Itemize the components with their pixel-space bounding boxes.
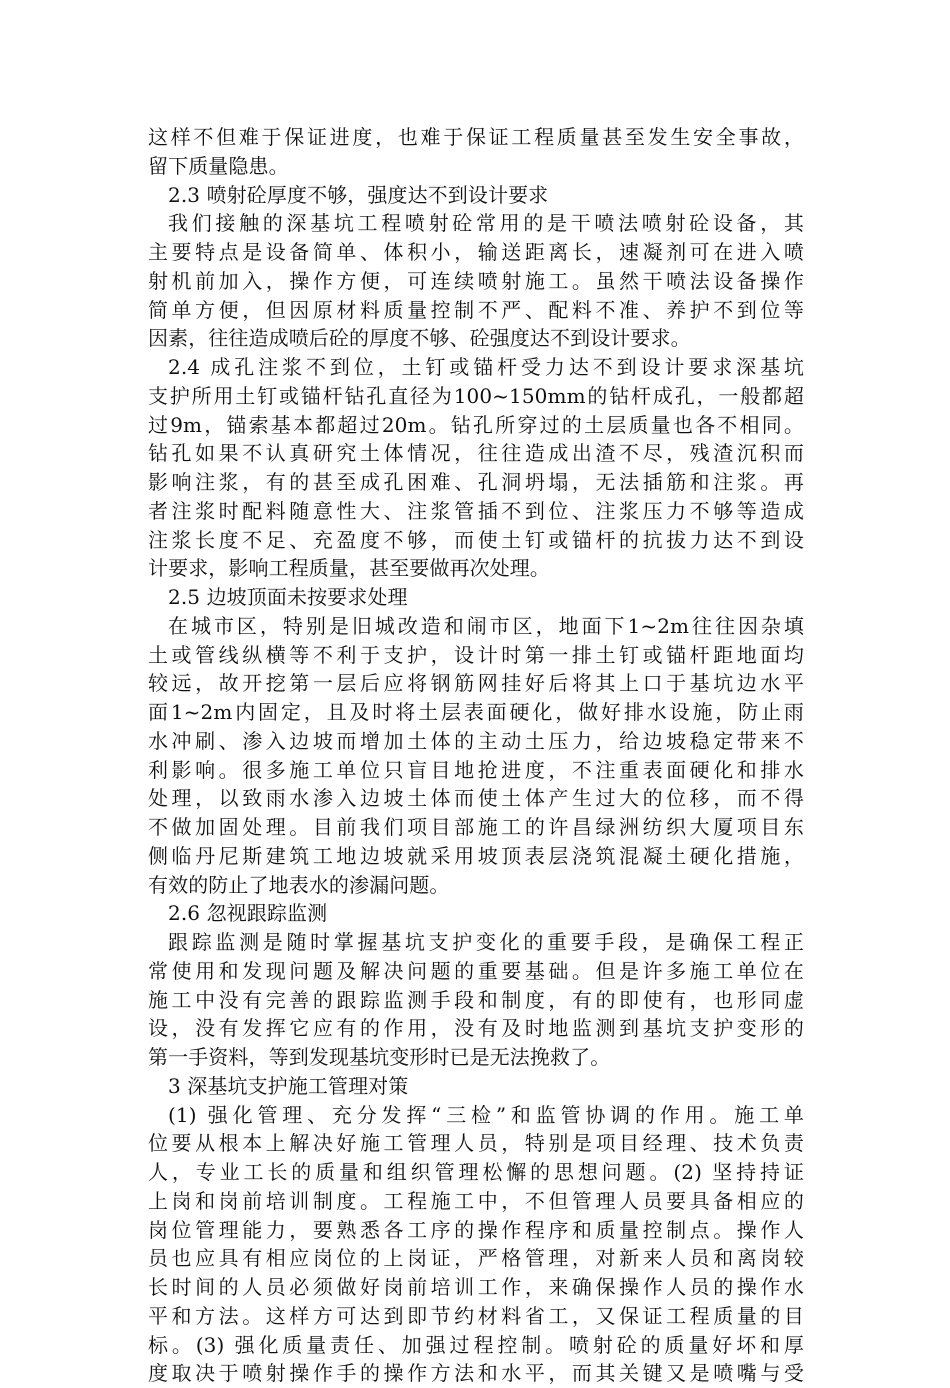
- section-heading: 3 深基坑支护施工管理对策: [168, 1073, 409, 1098]
- paragraph-line: 者注浆时配料随意性大、注浆管插不到位、注浆压力不够等造成: [148, 498, 804, 523]
- paragraph-line: 支护所用土钉或锚杆钻孔直径为100~150mm的钻杆成孔，一般都超: [148, 383, 804, 408]
- paragraph-line: 土或管线纵横等不利于支护，设计时第一排土钉或锚杆距地面均: [148, 642, 804, 667]
- paragraph-line: 计要求，影响工程质量，甚至要做再次处理。: [148, 556, 550, 581]
- paragraph-line: 人，专业工长的质量和组织管理松懈的思想问题。(2) 坚持持证: [148, 1160, 804, 1184]
- paragraph-line: 利影响。很多施工单位只盲目地抢进度，不注重表面硬化和排水: [148, 757, 804, 782]
- paragraph-line: 处理，以致雨水渗入边坡土体而使土体产生过大的位移，而不得: [148, 786, 804, 811]
- paragraph-line: 留下质量隐患。: [148, 153, 289, 178]
- paragraph-line: 水冲刷、渗入边坡而增加土体的主动土压力，给边坡稳定带来不: [148, 728, 804, 753]
- paragraph-line: 平和方法。这样方可达到即节约材料省工，又保证工程质量的目: [148, 1303, 804, 1328]
- paragraph-line: 位要从根本上解决好施工管理人员，特别是项目经理、技术负责: [148, 1131, 804, 1156]
- paragraph-line: 主要特点是设备简单、体积小，输送距离长，速凝剂可在进入喷: [148, 240, 804, 264]
- paragraph-line: 长时间的人员必须做好岗前培训工作，来确保操作人员的操作水: [148, 1275, 804, 1299]
- paragraph-line: 标。(3) 强化质量责任、加强过程控制。喷射砼的质量好坏和厚: [148, 1332, 804, 1357]
- paragraph-line: (1) 强化管理、充分发挥“三检”和监管协调的作用。施工单: [168, 1102, 804, 1127]
- section-heading: 2.4 成孔注浆不到位，土钉或锚杆受力达不到设计要求深基坑: [168, 355, 804, 379]
- paragraph-line: 度取决于喷射操作手的操作方法和水平，而其关键又是喷嘴与受: [148, 1361, 804, 1386]
- paragraph-line: 第一手资料，等到发现基坑变形时已是无法挽救了。: [148, 1045, 611, 1069]
- paragraph-line: 注浆长度不足、充盈度不够，而使土钉或锚杆的抗拔力达不到设: [148, 527, 804, 552]
- paragraph-line: 跟踪监测是随时掌握基坑支护变化的重要手段，是确保工程正: [168, 930, 804, 954]
- paragraph-line: 影响注浆，有的甚至成孔困难、孔洞坍塌，无法插筋和注浆。再: [148, 470, 804, 494]
- paragraph-line: 侧临丹尼斯建筑工地边坡就采用坡顶表层浇筑混凝土硬化措施，: [148, 843, 804, 868]
- paragraph-line: 因素，往往造成喷后砼的厚度不够、砼强度达不到设计要求。: [148, 326, 691, 351]
- paragraph-line: 过9m，锚索基本都超过20m。钻孔所穿过的土层质量也各不相同。: [148, 412, 804, 437]
- paragraph-line: 施工中没有完善的跟踪监测手段和制度，有的即使有，也形同虚: [148, 987, 804, 1012]
- paragraph-line: 不做加固处理。目前我们项目部施工的许昌绿洲纺织大厦项目东: [148, 815, 804, 839]
- section-heading: 2.3 喷射砼厚度不够，强度达不到设计要求: [168, 182, 549, 207]
- paragraph-line: 射机前加入，操作方便，可连续喷射施工。虽然干喷法设备操作: [148, 268, 804, 293]
- paragraph-line: 简单方便，但因原材料质量控制不严、配料不准、养护不到位等: [148, 297, 804, 322]
- paragraph-line: 员也应具有相应岗位的上岗证，严格管理，对新来人员和离岗较: [148, 1246, 804, 1271]
- paragraph-line: 我们接触的深基坑工程喷射砼常用的是干喷法喷射砼设备，其: [168, 211, 804, 236]
- section-heading: 2.6 忽视跟踪监测: [168, 901, 328, 926]
- paragraph-line: 这样不但难于保证进度，也难于保证工程质量甚至发生安全事故，: [148, 125, 804, 149]
- paragraph-line: 有效的防止了地表水的渗漏问题。: [148, 872, 450, 897]
- paragraph-line: 钻孔如果不认真研究土体情况，往往造成出渣不尽，残渣沉积而: [148, 441, 804, 466]
- paragraph-line: 较远，故开挖第一层后应将钢筋网挂好后将其上口于基坑边水平: [148, 671, 804, 696]
- paragraph-line: 设，没有发挥它应有的作用，没有及时地监测到基坑支护变形的: [148, 1016, 804, 1041]
- paragraph-line: 在城市区，特别是旧城改造和闹市区，地面下1~2m往往因杂填: [168, 613, 804, 638]
- paragraph-line: 常使用和发现问题及解决问题的重要基础。但是许多施工单位在: [148, 958, 804, 983]
- paragraph-line: 面1~2m内固定，且及时将土层表面硬化，做好排水设施，防止雨: [148, 700, 804, 724]
- section-heading: 2.5 边坡顶面未按要求处理: [168, 585, 408, 609]
- paragraph-line: 岗位管理能力，要熟悉各工序的操作程序和质量控制点。操作人: [148, 1217, 804, 1242]
- document-body: [148, 123, 804, 1388]
- paragraph-line: 上岗和岗前培训制度。工程施工中，不但管理人员要具备相应的: [148, 1188, 804, 1213]
